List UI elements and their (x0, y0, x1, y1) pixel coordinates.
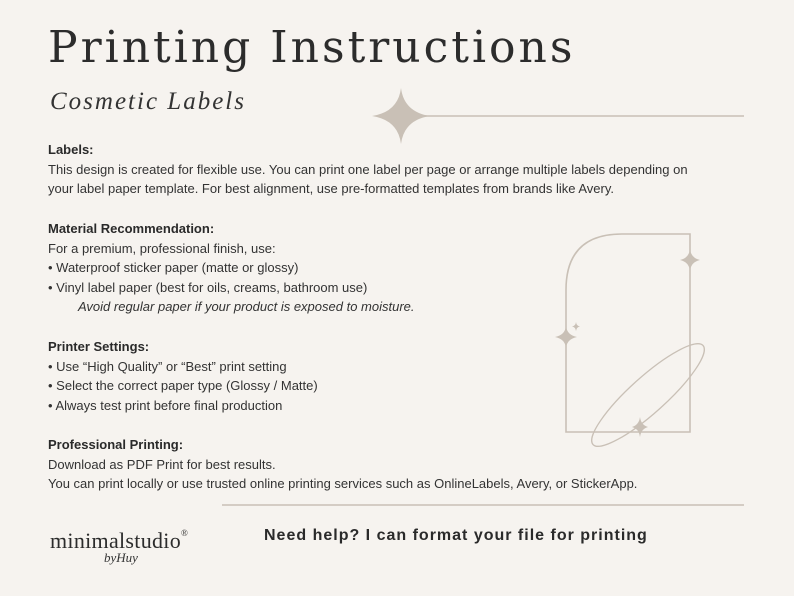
professional-heading: Professional Printing: (48, 437, 184, 452)
printer-item-3: • Always test print before final production (48, 397, 283, 413)
professional-line-1: Download as PDF Print for best results. (48, 456, 276, 472)
labels-line-2: your label paper template. For best alignment, use pre-formatted templates from brands like Avery. (48, 181, 615, 196)
printer-item-2: • Select the correct paper type (Glossy / Matte) (48, 378, 318, 393)
logo-byline: byHuy (104, 550, 138, 565)
labels-heading: Labels: (48, 142, 94, 157)
material-intro: For a premium, professional finish, use: (48, 240, 276, 256)
page-subtitle: Cosmetic Labels (50, 88, 246, 115)
printer-heading: Printer Settings: (48, 339, 150, 354)
material-heading: Material Recommendation: (48, 221, 215, 236)
material-item-2: • Vinyl label paper (best for oils, creams, bathroom use) (48, 279, 368, 295)
sparkle-icon (572, 322, 580, 331)
professional-section (48, 435, 768, 494)
labels-section (48, 140, 768, 199)
logo-registered-mark: ® (181, 528, 189, 538)
material-item-1: • Waterproof sticker paper (matte or glossy) (48, 260, 299, 275)
brand-logo (50, 528, 189, 565)
printer-section (48, 337, 768, 415)
material-section (48, 219, 768, 317)
labels-line-1: This design is created for flexible use. You can print one label per page or arrange multiple labels depending on (48, 161, 688, 177)
page-title: Printing Instructions (48, 22, 576, 73)
logo-name: minimalstudio (50, 528, 182, 553)
help-text: Need help? I can format your file for printing (264, 527, 648, 544)
professional-line-2: You can print locally or use trusted online printing services such as OnlineLabels, Avery, or StickerApp. (48, 476, 638, 491)
sparkle-icon (372, 88, 430, 144)
printer-item-1: • Use “High Quality” or “Best” print setting (48, 358, 287, 374)
material-note: Avoid regular paper if your product is exposed to moisture. (78, 299, 415, 314)
